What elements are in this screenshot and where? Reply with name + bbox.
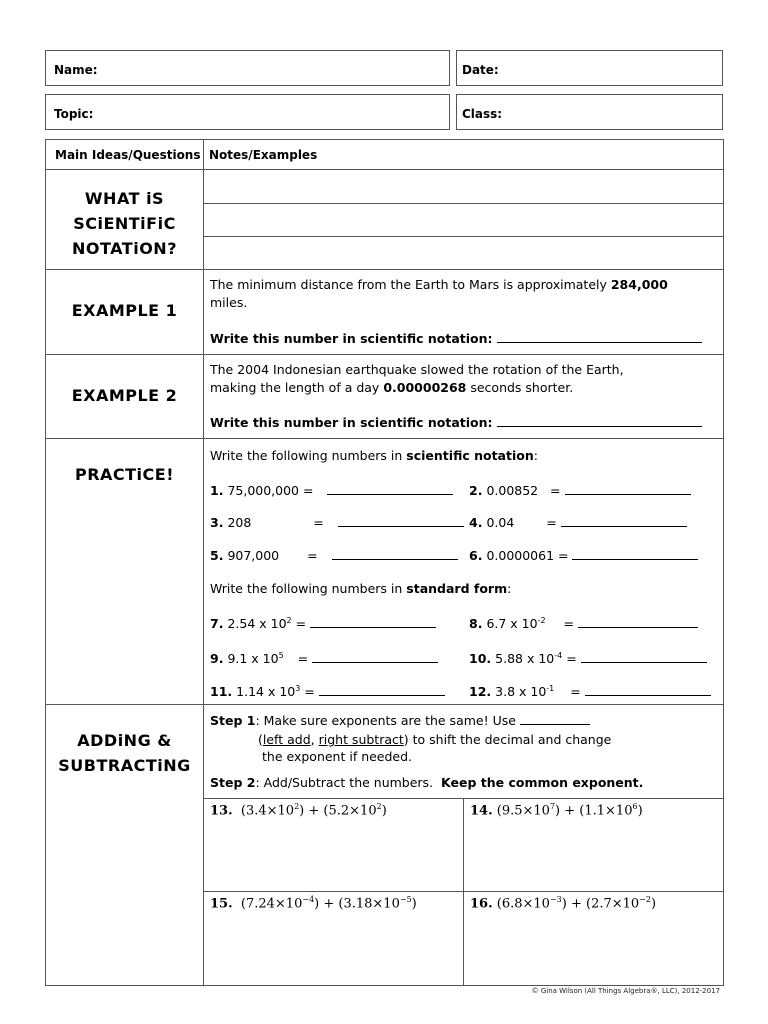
practice-instr1: Write the following numbers in scientific notation:	[210, 448, 538, 463]
practice-item-3: 3. 208 =	[210, 514, 464, 532]
example1-text-b: miles.	[210, 295, 248, 310]
practice-item-9: 9. 9.1 x $10^5$ =	[210, 647, 438, 668]
class-box[interactable]	[456, 94, 723, 130]
divider	[45, 354, 724, 355]
answer-blank[interactable]	[565, 482, 691, 495]
example2-text-b: making the length of a day 0.00000268 seconds shorter.	[210, 380, 574, 395]
answer-blank[interactable]	[497, 330, 702, 343]
practice-item-12: 12. 3.8 x $10^{-1}$ =	[469, 680, 711, 701]
problem-14: 14. $(9.5\times 10^7) + (1.1\times 10^6)$	[470, 802, 643, 819]
practice-item-2: 2. 0.00852 =	[469, 482, 691, 500]
divider	[45, 169, 724, 170]
answer-blank[interactable]	[310, 615, 436, 628]
name-label: Name:	[54, 63, 98, 77]
problem-13: 13. $(3.4\times 10^2) + (5.2\times 10^2)$	[210, 802, 387, 819]
col1-header: Main Ideas/Questions	[55, 148, 201, 162]
practice-item-6: 6. 0.0000061 =	[469, 547, 698, 565]
adding-title: ADDiNG & SUBTRACTiNG	[58, 731, 191, 775]
practice-item-11: 11. 1.14 x $10^3$ =	[210, 680, 445, 701]
answer-blank[interactable]	[572, 547, 698, 560]
divider	[45, 438, 724, 439]
date-label: Date:	[462, 63, 499, 77]
example1-title: EXAMPLE 1	[71, 301, 178, 320]
answer-blank[interactable]	[327, 482, 453, 495]
step2-text: Step 2: Add/Subtract the numbers. Keep the common exponent.	[210, 775, 644, 790]
step1-text: Step 1: Make sure exponents are the same! Use	[210, 712, 590, 730]
example2-text-a: The 2004 Indonesian earthquake slowed the rotation of the Earth,	[210, 362, 624, 377]
answer-blank[interactable]	[581, 650, 707, 663]
answer-blank[interactable]	[585, 683, 711, 696]
divider	[463, 798, 464, 986]
answer-blank[interactable]	[561, 514, 687, 527]
copyright-footer: © Gina Wilson (All Things Algebra®, LLC), 2012-2017	[531, 987, 720, 995]
topic-label: Topic:	[54, 107, 94, 121]
example1-prompt: Write this number in scientific notation:	[210, 330, 702, 348]
col2-header: Notes/Examples	[209, 148, 318, 162]
date-box[interactable]	[456, 50, 723, 86]
topic-box[interactable]	[45, 94, 450, 130]
answer-blank[interactable]	[332, 547, 458, 560]
answer-blank[interactable]	[338, 514, 464, 527]
practice-item-10: 10. 5.88 x $10^{-4}$ =	[469, 647, 707, 668]
practice-title: PRACTiCE!	[74, 465, 175, 484]
class-label: Class:	[462, 107, 503, 121]
answer-blank[interactable]	[520, 712, 590, 725]
practice-item-8: 8. 6.7 x $10^{-2}$ =	[469, 612, 698, 633]
name-box[interactable]	[45, 50, 450, 86]
example2-title: EXAMPLE 2	[71, 386, 178, 405]
what-is-title: WHAT iS SCiENTiFiC NOTATiON?	[72, 189, 177, 258]
divider	[45, 704, 724, 705]
problem-15: 15. $(7.24\times 10^{-4}) + (3.18\times 10^{-5})$	[210, 895, 417, 912]
divider	[203, 203, 724, 204]
practice-instr2: Write the following numbers in standard form:	[210, 581, 512, 596]
practice-item-4: 4. 0.04 =	[469, 514, 687, 532]
example1-text: The minimum distance from the Earth to Mars is approximately 284,000	[210, 277, 668, 292]
answer-blank[interactable]	[312, 650, 438, 663]
practice-item-7: 7. 2.54 x $10^2$ =	[210, 612, 436, 633]
answer-blank[interactable]	[578, 615, 698, 628]
practice-item-1: 1. 75,000,000 =	[210, 482, 453, 500]
answer-blank[interactable]	[319, 683, 445, 696]
column-divider	[203, 139, 204, 986]
step1-text-3: the exponent if needed.	[262, 749, 413, 764]
divider	[45, 269, 724, 270]
answer-blank[interactable]	[497, 414, 702, 427]
problem-16: 16. $(6.8\times 10^{-3}) + (2.7\times 10^{-2})$	[470, 895, 657, 912]
practice-item-5: 5. 907,000 =	[210, 547, 458, 565]
divider	[203, 236, 724, 237]
example2-prompt: Write this number in scientific notation:	[210, 414, 702, 432]
step1-text-2: (left add, right subtract) to shift the decimal and change	[258, 732, 612, 747]
